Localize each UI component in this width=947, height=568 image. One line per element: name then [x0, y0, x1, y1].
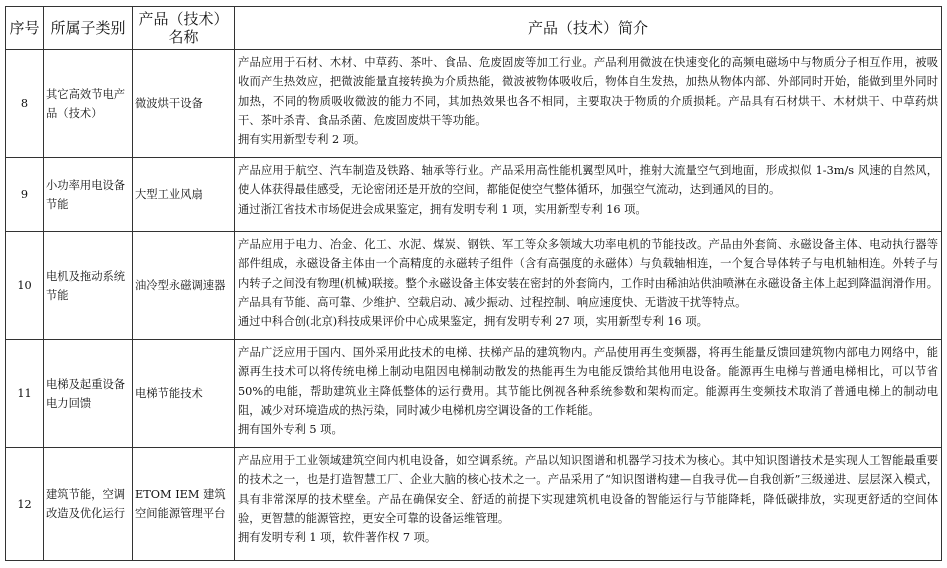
header-seq: 序号 — [6, 7, 44, 50]
row-product-name: 微波烘干设备 — [133, 50, 235, 158]
table-row — [6, 50, 942, 158]
row-product-name: ETOM IEM 建筑空间能源管理平台 — [133, 448, 235, 561]
row-description — [235, 50, 942, 158]
row-description-extra: 拥有实用新型专利 2 项。 — [238, 133, 366, 147]
row-product-name: 电梯节能技术 — [133, 340, 235, 448]
header-product-name — [133, 7, 235, 50]
table-body — [6, 50, 942, 561]
row-category: 电机及拖动系统节能 — [44, 232, 133, 340]
row-product-name: 大型工业风扇 — [133, 158, 235, 232]
row-category: 建筑节能，空调改造及优化运行 — [44, 448, 133, 561]
header-product-line2: 名称 — [168, 28, 199, 46]
row-description — [235, 232, 942, 340]
row-category: 小功率用电设备节能 — [44, 158, 133, 232]
row-description-main: 产品广泛应用于国内、国外采用此技术的电梯、扶梯产品的建筑物内。产品使用再生变频器，将再生能量反馈回建筑物内部电力网络中，能源再生技术可以将传统电梯上制动电阻因电梯制动散发的热能再生为电能反馈给其他用电设备。能源再生电梯与普通电梯相比，可以节省 50%的电能，帮助建筑业主降低整体的运行费用。其节能比例视各种系统参数和架构而定。能源再生变频技术取消了普通电梯上的制动电阻，减少对环境造成的热污染，同时减少电梯机房空调设备的工作耗能。 — [238, 346, 938, 417]
header-row — [6, 7, 942, 50]
row-seq: 9 — [6, 158, 44, 232]
table-row — [6, 340, 942, 448]
row-seq: 11 — [6, 340, 44, 448]
table-row — [6, 232, 942, 340]
table-row — [6, 448, 942, 561]
table-row — [6, 158, 942, 232]
row-description — [235, 340, 942, 448]
row-description — [235, 158, 942, 232]
row-product-name: 油冷型永磁调速器 — [133, 232, 235, 340]
header-description: 产品（技术）简介 — [235, 7, 942, 50]
row-seq: 12 — [6, 448, 44, 561]
row-seq: 10 — [6, 232, 44, 340]
row-description — [235, 448, 942, 561]
header-product-line1: 产品（技术） — [138, 10, 229, 28]
product-table — [5, 6, 942, 561]
row-description-main: 产品应用于航空、汽车制造及铁路、轴承等行业。产品采用高性能机翼型风叶，推射大流量空气到地面，形成拟似 1-3m/s 风速的自然风，使人体获得最佳感受，无论密闭还是开放的空间，都能促使空气整体循环，加强空气流动，达到通风的目的。 — [238, 164, 938, 197]
row-description-main: 产品应用于电力、冶金、化工、水泥、煤炭、钢铁、军工等众多领域大功率电机的节能技改。产品由外套筒、永磁设备主体、电动执行器等部件组成，永磁设备主体由一个高精度的永磁转子组件（含有高强度的永磁体）与负载轴相连，一个复合导体转子与电机轴相连。外转子与内转子之间没有物理(机械)联接。整个永磁设备主体安装在密封的外套筒内，工作时由稀油站供油喷淋在永磁设备主体上起到降温润滑作用。产品具有节能、高可靠、少维护、空载启动、减少振动、过程控制、响应速度快、无谐波干扰等特点。 — [238, 238, 938, 309]
header-category: 所属子类别 — [44, 7, 133, 50]
row-description-main: 产品应用于工业领域建筑空间内机电设备，如空调系统。产品以知识图谱和机器学习技术为核心。其中知识图谱技术是实现人工智能最重要的技术之一，也是打造智慧工厂、企业大脑的核心技术之一。产品采用了“知识图谱构建—自我寻优—自我创新”三级递进、层层深入模式，具有非常深厚的技术壁垒。产品在确保安全、舒适的前提下实现建筑机电设备的智能运行与节能降耗，降低碳排放，实现更舒适的空间体验，更智慧的能源管控，更安全可靠的设备运维管理。 — [238, 454, 938, 525]
row-description-extra: 通过浙江省技术市场促进会成果鉴定，拥有发明专利 1 项，实用新型专利 16 项。 — [238, 202, 647, 216]
row-category: 电梯及起重设备电力回馈 — [44, 340, 133, 448]
row-category: 其它高效节电产品（技术） — [44, 50, 133, 158]
row-description-extra: 通过中科合创(北京)科技成果评价中心成果鉴定，拥有发明专利 27 项，实用新型专利 16 项。 — [238, 315, 708, 329]
row-seq: 8 — [6, 50, 44, 158]
table-header — [6, 7, 942, 50]
row-description-extra: 拥有发明专利 1 项，软件著作权 7 项。 — [238, 531, 437, 545]
row-description-extra: 拥有国外专利 5 项。 — [238, 423, 343, 437]
row-description-main: 产品应用于石材、木材、中草药、茶叶、食品、危废固废等加工行业。产品利用微波在快速变化的高频电磁场中与物质分子相互作用，被吸收而产生热效应，把微波能量直接转换为介质热能，微波被物体吸收后，物体自生发热，加热从物体内部、外部同时开始，能做到里外同时加热，不同的物质吸收微波的能力不同，其加热效果也各不相同，主要取决于物质的介质损耗。产品具有石材烘干、木材烘干、中草药烘干、茶叶杀青、食品杀菌、危废固废烘干等功能。 — [238, 56, 938, 127]
